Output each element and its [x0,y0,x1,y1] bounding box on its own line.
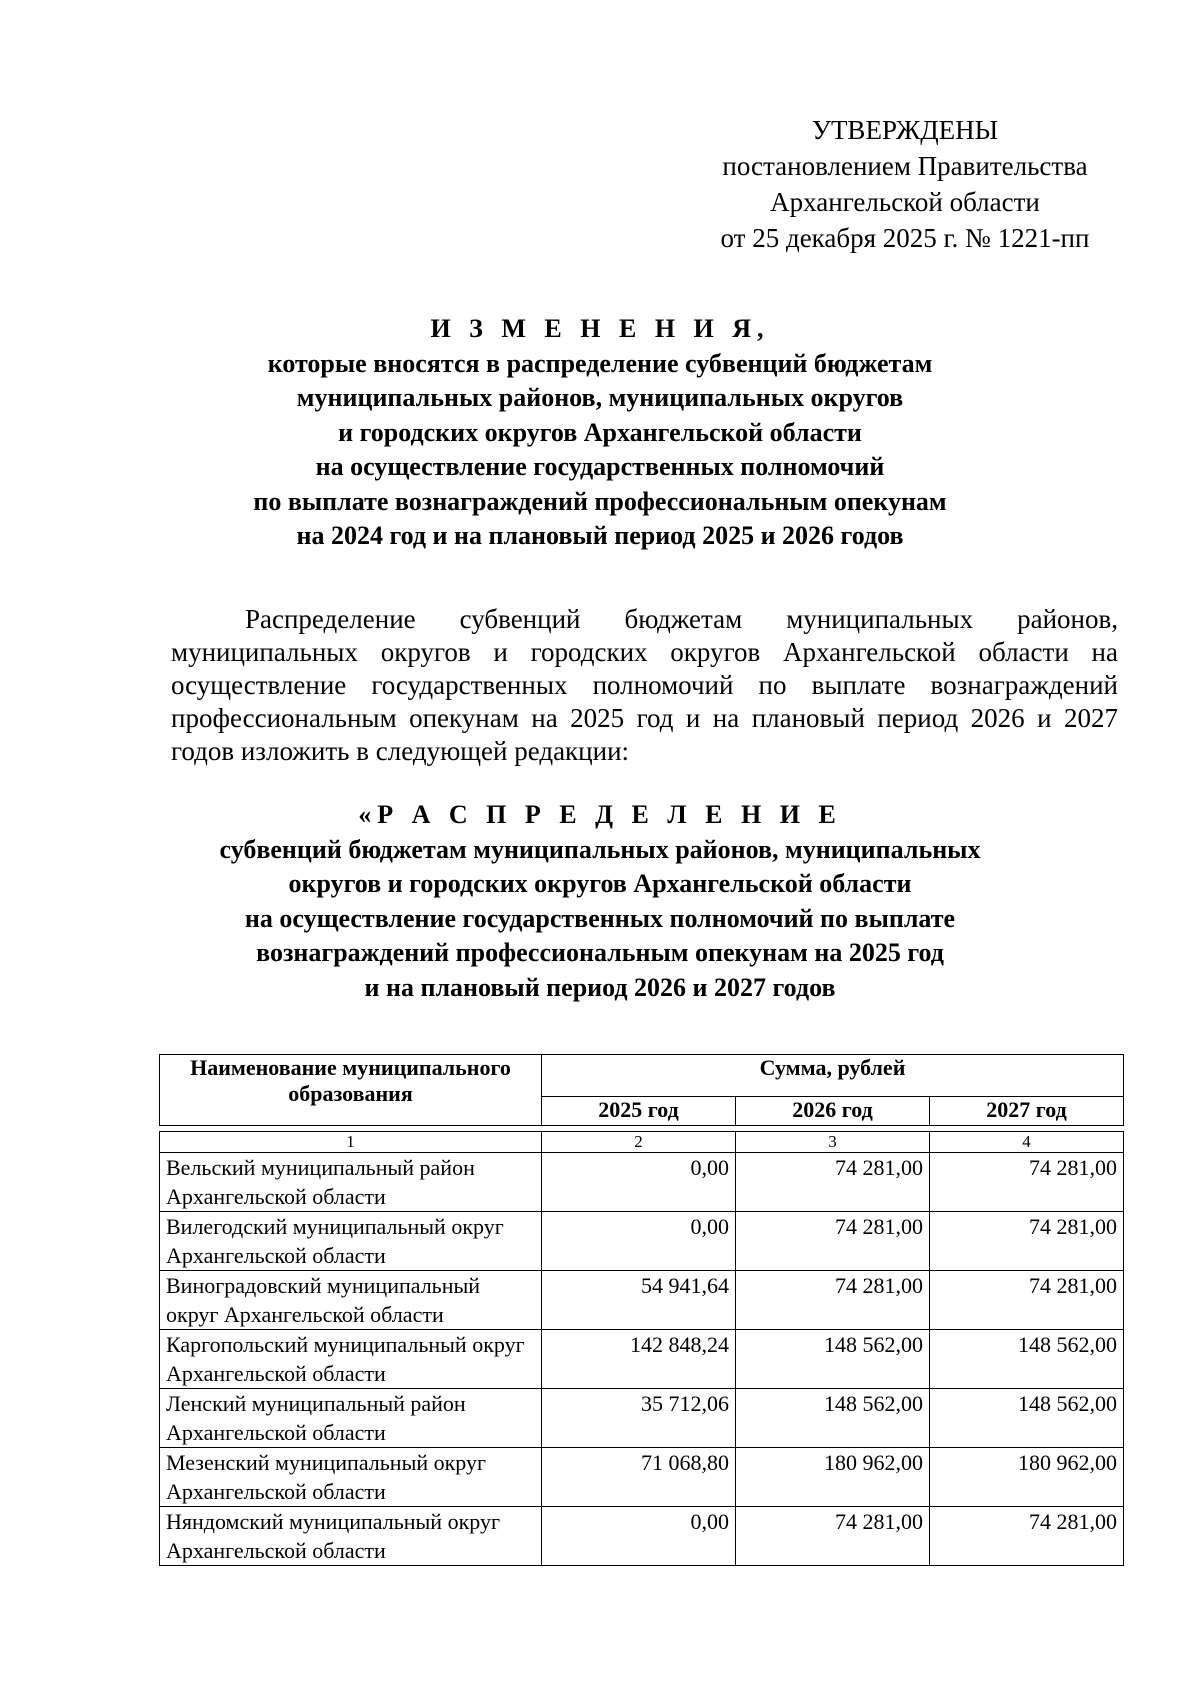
intro-paragraph: Распределение субвенций бюджетам муниципальных районов, муниципальных округов и городских округов Архангельской области на осуществление государственных полномочий по выплате вознаграждений профессиональным опекунам на 2025 год и на плановый период 2026 и 2027 годов изложить в следующей редакции: [171,604,1118,766]
column-number-row [160,1132,1124,1153]
row-value-2027: 148 562,00 [930,1330,1124,1389]
row-value-2025: 54 941,64 [542,1271,736,1330]
header-sum: Сумма, рублей [542,1055,1124,1097]
changes-title-line: на 2024 год и на плановый период 2025 и 2026 годов [296,521,904,550]
row-value-2025: 0,00 [542,1153,736,1212]
approval-stamp [690,112,1120,256]
row-name: Вилегодский муниципальный округ Архангельской области [160,1212,542,1271]
distribution-title-line: и на плановый период 2026 и 2027 годов [364,972,836,1002]
row-value-2027: 148 562,00 [930,1389,1124,1448]
row-value-2027: 74 281,00 [930,1507,1124,1566]
header-year-2027: 2027 год [930,1096,1124,1125]
table-row [160,1271,1124,1330]
row-value-2026: 74 281,00 [736,1153,930,1212]
changes-title-line: муниципальных районов, муниципальных округов [296,383,904,412]
table-row [160,1507,1124,1566]
row-name: Няндомский муниципальный округ Архангельской области [160,1507,542,1566]
column-number: 2 [542,1132,736,1153]
column-number: 3 [736,1132,930,1153]
row-value-2027: 74 281,00 [930,1271,1124,1330]
row-name: Каргопольский муниципальный округ Архангельской области [160,1330,542,1389]
column-number: 1 [160,1132,542,1153]
table-row [160,1153,1124,1212]
row-value-2025: 0,00 [542,1507,736,1566]
row-value-2027: 74 281,00 [930,1153,1124,1212]
approval-date-number: от 25 декабря 2025 г. № 1221-пп [720,223,1090,253]
row-value-2025: 142 848,24 [542,1330,736,1389]
row-value-2026: 180 962,00 [736,1448,930,1507]
row-value-2025: 0,00 [542,1212,736,1271]
table-row [160,1212,1124,1271]
distribution-title-line: округов и городских округов Архангельской области [288,869,912,898]
changes-title-line: по выплате вознаграждений профессиональным опекунам [253,486,947,516]
distribution-table [159,1131,1124,1566]
table-header [159,1054,1124,1126]
changes-title-line: которые вносятся в распределение субвенций бюджетам [267,348,933,378]
table-row [160,1389,1124,1448]
row-value-2026: 74 281,00 [736,1212,930,1271]
row-name: Ленский муниципальный район Архангельской области [160,1389,542,1448]
approval-authority: постановлением Правительства [722,151,1088,181]
distribution-title-line: субвенций бюджетам муниципальных районов, муниципальных [219,834,981,864]
table-row [160,1330,1124,1389]
header-municipality: Наименование муниципального образования [160,1055,542,1126]
approval-region: Архангельской области [770,187,1040,217]
distribution-title-line: вознаграждений профессиональным опекунам на 2025 год [256,938,944,967]
row-value-2026: 74 281,00 [736,1271,930,1330]
column-number: 4 [930,1132,1124,1153]
row-value-2025: 71 068,80 [542,1448,736,1507]
table-row [160,1448,1124,1507]
row-name: Виноградовский муниципальный округ Архангельской области [160,1271,542,1330]
row-value-2027: 180 962,00 [930,1448,1124,1507]
row-name: Вельский муниципальный район Архангельской области [160,1153,542,1212]
changes-title [160,312,1040,554]
distribution-heading: «Р А С П Р Е Д Е Л Е Н И Е [358,800,842,829]
header-year-2025: 2025 год [542,1096,736,1125]
row-value-2026: 148 562,00 [736,1330,930,1389]
row-name: Мезенский муниципальный округ Архангельской области [160,1448,542,1507]
changes-title-line: на осуществление государственных полномочий [315,452,885,481]
distribution-title-line: на осуществление государственных полномочий по выплате [244,903,956,933]
changes-heading: И З М Е Н Е Н И Я, [430,314,770,343]
header-year-2026: 2026 год [736,1096,930,1125]
changes-title-line: и городских округов Архангельской области [338,417,862,447]
distribution-title [160,798,1040,1005]
row-value-2025: 35 712,06 [542,1389,736,1448]
approval-heading: УТВЕРЖДЕНЫ [811,115,999,145]
row-value-2027: 74 281,00 [930,1212,1124,1271]
row-value-2026: 74 281,00 [736,1507,930,1566]
row-value-2026: 148 562,00 [736,1389,930,1448]
